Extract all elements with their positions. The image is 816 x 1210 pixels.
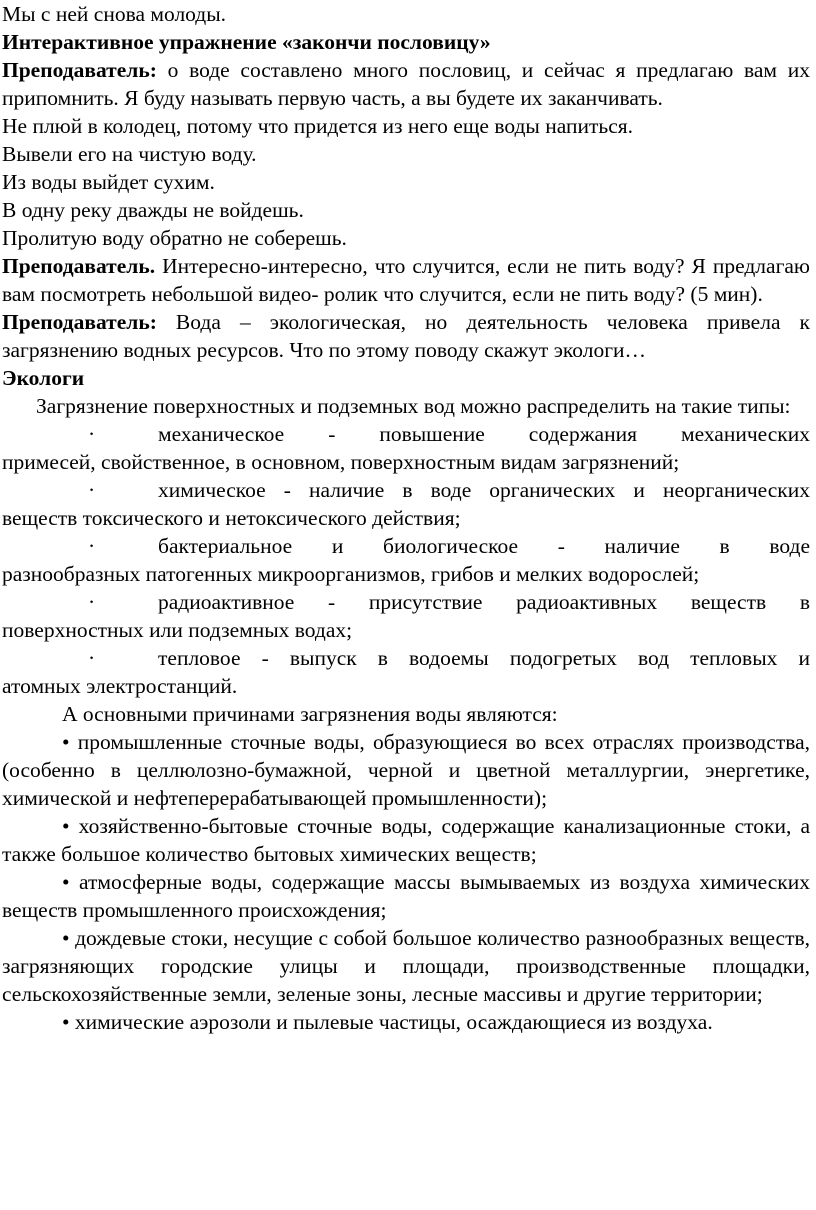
pollution-type-rest: веществ токсического и нетоксического действия; xyxy=(2,506,461,530)
proverb-line: Пролитую воду обратно не соберешь. xyxy=(2,226,347,250)
causes-intro: А основными причинами загрязнения воды являются: xyxy=(62,702,558,726)
cause-item: • химические аэрозоли и пылевые частицы, осаждающиеся из воздуха. xyxy=(62,1010,713,1034)
proverb-line: Вывели его на чистую воду. xyxy=(2,142,257,166)
teacher-paragraph-1 xyxy=(2,56,810,112)
bullet-marker: · xyxy=(88,422,96,446)
pollution-type-item xyxy=(2,588,810,644)
pollution-type-rest: примесей, свойственное, в основном, поверхностным видам загрязнений; xyxy=(2,450,680,474)
teacher-text: Интересно-интересно, что случится, если не пить воду? Я предлагаю вам посмотреть небольшой видео- ролик что случится, если не пить воду? (5 мин). xyxy=(2,254,810,306)
teacher-text: Вода – экологическая, но деятельность человека привела к загрязнению водных ресурсов. Что по этому поводу скажут экологи… xyxy=(2,310,810,362)
teacher-paragraph-2 xyxy=(2,252,810,308)
teacher-label: Преподаватель: xyxy=(2,58,157,82)
pollution-type-first: бактериальное и биологическое - наличие в воде xyxy=(158,534,810,558)
pollution-type-first: химическое - наличие в воде органических и неорганических xyxy=(158,478,810,502)
pollution-intro: Загрязнение поверхностных и подземных вод можно распределить на такие типы: xyxy=(36,394,791,418)
pollution-type-rest: разнообразных патогенных микроорганизмов, грибов и мелких водорослей; xyxy=(2,562,700,586)
bullet-marker: · xyxy=(88,478,96,502)
pollution-type-item xyxy=(2,644,810,700)
ecologists-heading: Экологи xyxy=(2,366,85,390)
cause-item: • хозяйственно-бытовые сточные воды, содержащие канализационные стоки, а также большое количество бытовых химических веществ; xyxy=(2,814,810,866)
intro-line: Мы с ней снова молоды. xyxy=(2,2,227,26)
proverb-line: Не плюй в колодец, потому что придется из него еще воды напиться. xyxy=(2,114,634,138)
pollution-type-item xyxy=(2,476,810,532)
proverb-line: Из воды выйдет сухим. xyxy=(2,170,215,194)
teacher-text: о воде составлено много пословиц, и сейчас я предлагаю вам их припомнить. Я буду называть первую часть, а вы будете их заканчивать. xyxy=(2,58,810,110)
bullet-marker: · xyxy=(88,646,96,670)
teacher-label: Преподаватель: xyxy=(2,310,157,334)
teacher-label: Преподаватель. xyxy=(2,254,156,278)
pollution-type-first: радиоактивное - присутствие радиоактивных веществ в xyxy=(158,590,810,614)
bullet-marker: · xyxy=(88,590,96,614)
pollution-type-first: тепловое - выпуск в водоемы подогретых вод тепловых и xyxy=(158,646,810,670)
pollution-type-first: механическое - повышение содержания механических xyxy=(158,422,810,446)
bullet-marker: · xyxy=(88,534,96,558)
cause-item: • промышленные сточные воды, образующиеся во всех отраслях производства, (особенно в целлюлозно-бумажной, черной и цветной металлургии, энергетике, химической и нефтеперерабатывающей промышленности); xyxy=(2,730,810,810)
pollution-type-item xyxy=(2,420,810,476)
pollution-type-item xyxy=(2,532,810,588)
pollution-type-rest: атомных электростанций. xyxy=(2,674,238,698)
cause-item: • атмосферные воды, содержащие массы вымываемых из воздуха химических веществ промышленного происхождения; xyxy=(2,870,810,922)
cause-item: • дождевые стоки, несущие с собой большое количество разнообразных веществ, загрязняющих городские улицы и площади, производственные площадки, сельскохозяйственные земли, зеленые зоны, лесные массивы и другие территории; xyxy=(2,926,810,1006)
pollution-type-rest: поверхностных или подземных водах; xyxy=(2,618,353,642)
teacher-paragraph-3 xyxy=(2,308,810,364)
proverb-line: В одну реку дважды не войдешь. xyxy=(2,198,304,222)
exercise-title: Интерактивное упражнение «закончи пословицу» xyxy=(2,30,491,54)
